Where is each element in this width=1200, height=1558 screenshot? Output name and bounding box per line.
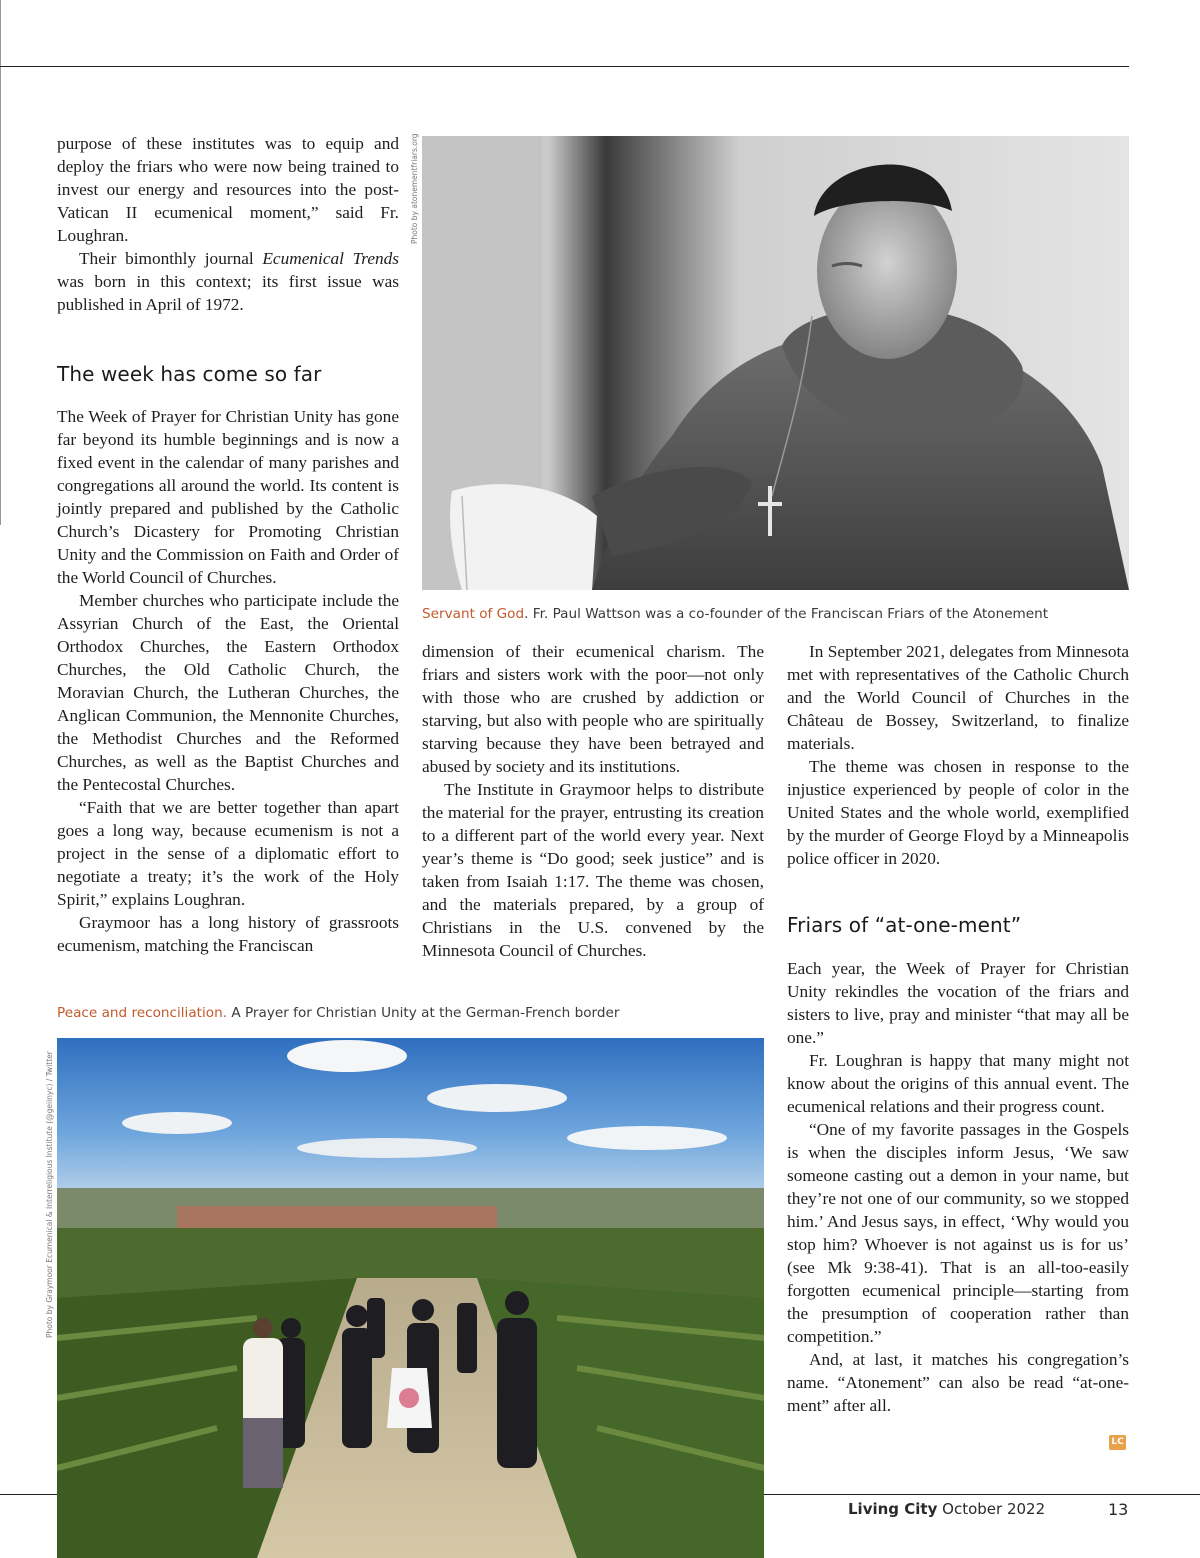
paragraph: Their bimonthly journal Ecumenical Trends was born in this context; its first issue was published in April of 1972. xyxy=(57,249,399,314)
issue-date: October 2022 xyxy=(942,1500,1046,1518)
column-1-top xyxy=(57,132,399,316)
paragraph: Fr. Loughran is happy that many might not know about the origins of this annual event. The ecumenical relations and their progress count. xyxy=(787,1051,1129,1116)
paragraph: The Week of Prayer for Christian Unity has gone far beyond its humble beginnings and is now a fixed event in the calendar of many parishes and congregations all around the world. Its content is jointly prepared and published by the Catholic Church’s Dicastery for Promoting Christian Unity and the Commission on Faith and Order of the World Council of Churches. xyxy=(57,407,399,587)
column-2-body xyxy=(422,640,764,962)
section-heading: The week has come so far xyxy=(57,362,322,386)
paragraph: purpose of these institutes was to equip and deploy the friars who were now being trained to invest our energy and resources into the post-Vatican II ecumenical moment,” said Fr. Loughran. xyxy=(57,134,399,245)
vineyard-group-photo xyxy=(57,1038,764,1558)
section-heading: Friars of “at-one-ment” xyxy=(787,913,1022,937)
page-number: 13 xyxy=(1108,1500,1129,1519)
paragraph: The Institute in Graymoor helps to distribute the material for the prayer, entrusting its creation to a different part of the world every year. Next year’s theme is “Do good; seek justice” and is taken from Isaiah 1:17. The theme was chosen, and the materials prepared, by a group of Christians in the U.S. convened by the Minnesota Council of Churches. xyxy=(422,780,764,960)
photo-credit: Photo by atonementfriars.org xyxy=(410,133,419,244)
top-rule xyxy=(0,66,1129,67)
photo-caption: Servant of God. Fr. Paul Wattson was a co-founder of the Franciscan Friars of the Atonement xyxy=(422,606,1049,622)
paragraph: dimension of their ecumenical charism. The friars and sisters work with the poor—not only with those who are crushed by addiction or starving, but also with people who are spiritually starving because they have been betrayed and abused by society and its institutions. xyxy=(422,642,764,776)
paragraph: “One of my favorite passages in the Gospels is when the disciples inform Jesus, ‘We saw someone casting out a demon in your name, but they’re not one of our community, so we stopped him.’ And Jesus says, in effect, ‘Why would you stop him? Whoever is not against us is for us’ (see Mk 9:38-41). That is an all-too-easily forgotten ecumenical principle—starting from the presumption of cooperation rather than competition.” xyxy=(787,1120,1129,1346)
friar-portrait-photo xyxy=(422,136,1129,590)
paragraph: Each year, the Week of Prayer for Christian Unity rekindles the vocation of the friars and sisters to live, pray and minister “that may all be one.” xyxy=(787,959,1129,1047)
paragraph: Graymoor has a long history of grassroots ecumenism, matching the Franciscan xyxy=(57,913,399,955)
end-of-article-logo: LC xyxy=(1109,1435,1126,1450)
paragraph: “Faith that we are better together than apart goes a long way, because ecumenism is not a project in the sense of a diplomatic effort to negotiate a treaty; it’s the work of the Holy Spirit,” explains Loughran. xyxy=(57,798,399,909)
photo-caption: Peace and reconciliation. A Prayer for Christian Unity at the German-French border xyxy=(57,1005,620,1021)
paragraph: The theme was chosen in response to the injustice experienced by people of color in the United States and the whole world, exemplified by the murder of George Floyd by a Minneapolis police officer in 2020. xyxy=(787,757,1129,868)
journal-title: Ecumenical Trends xyxy=(262,249,399,268)
left-edge-rule xyxy=(0,0,1,525)
column-1-body xyxy=(57,405,399,957)
paragraph: And, at last, it matches his congregation’s name. “Atonement” can also be read “at-one-ment” after all. xyxy=(787,1350,1129,1415)
paragraph: In September 2021, delegates from Minnesota met with representatives of the Catholic Church and the World Council of Churches in the Château de Bossey, Switzerland, to finalize materials. xyxy=(787,642,1129,753)
column-3-body xyxy=(787,957,1129,1417)
paragraph: Member churches who participate include the Assyrian Church of the East, the Oriental Orthodox Churches, the Eastern Orthodox Churches, the Old Catholic Church, the Moravian Church, the Lutheran Churches, the Anglican Communion, the Mennonite Churches, the Methodist Churches and the Reformed Churches, as well as the Baptist Churches and the Pentecostal Churches. xyxy=(57,591,399,794)
column-3-top xyxy=(787,640,1129,870)
footer-magazine xyxy=(848,1500,1045,1518)
photo-credit: Photo by Graymoor Ecumenical & Interreligious Institute (@geiinyc) / Twitter xyxy=(45,1051,54,1338)
magazine-name: Living City xyxy=(848,1500,938,1518)
caption-lead: Servant of God xyxy=(422,606,525,622)
caption-lead: Peace and reconciliation. xyxy=(57,1005,228,1021)
